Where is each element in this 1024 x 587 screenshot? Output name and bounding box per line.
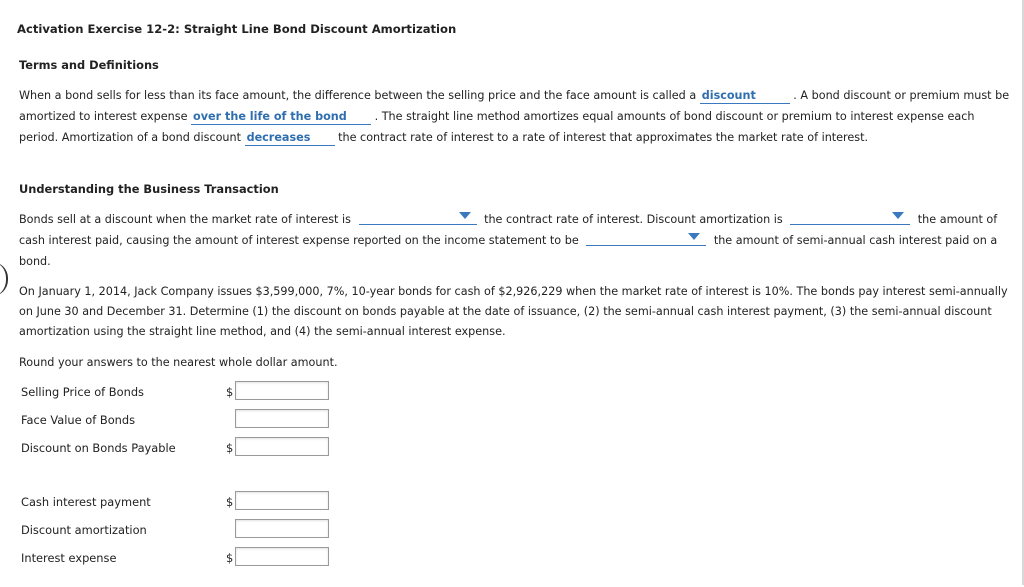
business-l1c: the amount of [917,213,998,226]
selling-price-input[interactable] [235,381,329,400]
business-l2a: cash interest paid, causing the amount of interest expense reported on the income statement to be [19,234,579,247]
terms-line3-post: the contract rate of interest to a rate of interest that approximates the market rate of interest. [338,131,869,144]
dollar-sign: $ [226,495,234,509]
label-face-value: Face Value of Bonds [21,413,136,427]
terms-line1-pre: When a bond sells for less than its face amount, the difference between the selling price and the face amount is called a [19,89,697,102]
round-instruction: Round your answers to the nearest whole dollar amount. [19,356,338,369]
face-value-input[interactable] [235,409,329,428]
answer-discount[interactable]: discount [700,88,790,104]
terms-line3-pre: period. Amortization of a bond discount [19,131,242,144]
business-paragraph [19,209,1014,272]
discount-amortization-input[interactable] [235,519,329,538]
answer-decreases[interactable]: decreases [245,130,335,146]
label-discount: Discount on Bonds Payable [21,441,176,455]
market-rate-dropdown[interactable] [359,209,477,225]
terms-line2-pre: amortized to interest expense [19,110,188,123]
label-discount-amortization: Discount amortization [21,523,147,537]
interest-expense-input[interactable] [235,547,329,566]
chevron-down-icon [688,233,700,240]
business-l2b: the amount of semi-annual cash interest paid on a [713,234,998,247]
terms-heading: Terms and Definitions [19,58,159,72]
dollar-sign: $ [226,551,234,565]
chevron-down-icon [459,212,471,219]
cash-interest-input[interactable] [235,491,329,510]
business-l3: bond. [19,255,51,268]
label-cash-interest: Cash interest payment [21,495,151,509]
chevron-down-icon [892,212,904,219]
discount-input[interactable] [235,437,329,456]
terms-line2-post: . The straight line method amortizes equal amounts of bond discount or premium to interest expense each [374,110,975,123]
dollar-sign: $ [226,441,234,455]
interest-expense-dropdown[interactable] [586,230,706,246]
business-l1b: the contract rate of interest. Discount amortization is [484,213,783,226]
business-heading: Understanding the Business Transaction [19,182,279,196]
business-l1a: Bonds sell at a discount when the market rate of interest is [19,213,351,226]
dollar-sign: $ [226,385,234,399]
problem-text: On January 1, 2014, Jack Company issues $3,599,000, 7%, 10-year bonds for cash of $2,926,229 when the market rate of interest is 10%. The bonds pay interest semi-annually on June 30 and December 31. Determine (1) the discount on bonds payable at the date of issuance, (2) the semi-annual cash interest payment, (3) the semi-annual discount amortization using the straight line method, and (4) the semi-annual interest expense. [19,285,1008,338]
page-title: Activation Exercise 12-2: Straight Line Bond Discount Amortization [17,22,457,36]
terms-paragraph [19,85,1014,148]
amortization-dropdown[interactable] [790,209,910,225]
answer-over-life[interactable]: over the life of the bond [191,109,371,125]
label-selling-price: Selling Price of Bonds [21,385,144,399]
label-interest-expense: Interest expense [21,551,117,565]
terms-line1-post: . A bond discount or premium must be [793,89,1010,102]
